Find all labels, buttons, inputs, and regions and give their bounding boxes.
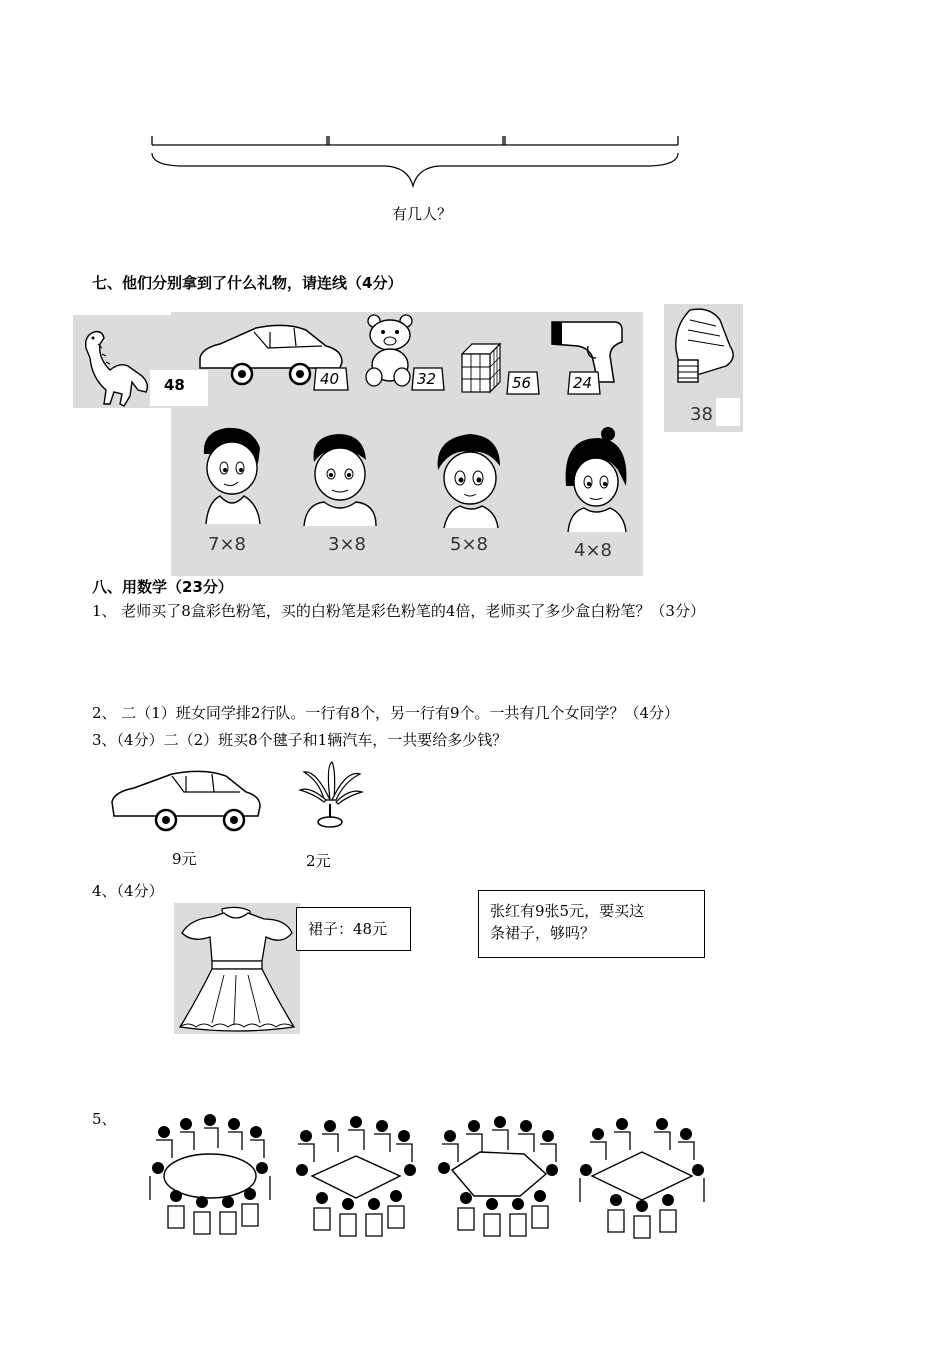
rubik-cube-icon — [458, 342, 504, 394]
kid-expression-1: 7×8 — [208, 534, 246, 555]
people-at-table-icon — [576, 1110, 708, 1242]
kid-face-icon — [430, 430, 510, 530]
problem-box — [478, 890, 705, 958]
gift-price-skate: 38 — [690, 404, 713, 425]
section7-heading: 七、他们分别拿到了什么礼物，请连线（4分） — [92, 274, 403, 292]
question-5: 5、 — [92, 1110, 117, 1128]
bracket-diagram — [140, 128, 700, 198]
people-at-table-icon — [146, 1110, 274, 1238]
kid-expression-3: 5×8 — [450, 534, 488, 555]
section8-heading: 八、用数学（23分） — [92, 578, 233, 596]
question-4: 4、（4分） — [92, 882, 164, 900]
dress-icon — [176, 905, 300, 1033]
gift-price-car: 40 — [320, 370, 340, 388]
question-3: 3、（4分）二（2）班买8个毽子和1辆汽车，一共要给多少钱？ — [92, 731, 508, 749]
people-at-table-icon — [434, 1110, 562, 1238]
dress-price-label — [296, 907, 411, 951]
gift-price-bear: 32 — [417, 370, 437, 388]
question-2: 2、 二（1）班女同学排2行队。一行有8个，另一行有9个。一共有几个女同学？（4分） — [92, 704, 680, 722]
problem-line-1: 张红有9张5元，要买这 — [490, 902, 645, 920]
shuttlecock-price: 2元 — [306, 852, 331, 870]
gift-price-cube: 56 — [512, 374, 532, 392]
kid-expression-4: 4×8 — [574, 540, 612, 561]
question-1: 1、 老师买了8盒彩色粉笔，买的白粉笔是彩色粉笔的4倍，老师买了多少盒白粉笔？（3分） — [92, 602, 705, 620]
bracket-question: 有几人？ — [392, 205, 453, 223]
people-at-table-icon — [292, 1110, 420, 1238]
kid-expression-2: 3×8 — [328, 534, 366, 555]
roller-skate-icon — [670, 306, 740, 392]
gift-price-gun: 24 — [573, 374, 593, 392]
gift-price-dinosaur: 48 — [164, 376, 185, 394]
shuttlecock-icon — [296, 760, 366, 832]
kid-face-icon — [300, 430, 380, 528]
dinosaur-icon — [76, 318, 156, 408]
car-icon — [108, 766, 264, 834]
kid-face-icon — [196, 424, 268, 528]
problem-line-2: 条裙子，够吗？ — [490, 924, 596, 942]
kid-face-icon — [560, 426, 632, 536]
dress-price-text: 裙子：48元 — [308, 920, 388, 938]
car-price: 9元 — [172, 850, 197, 868]
